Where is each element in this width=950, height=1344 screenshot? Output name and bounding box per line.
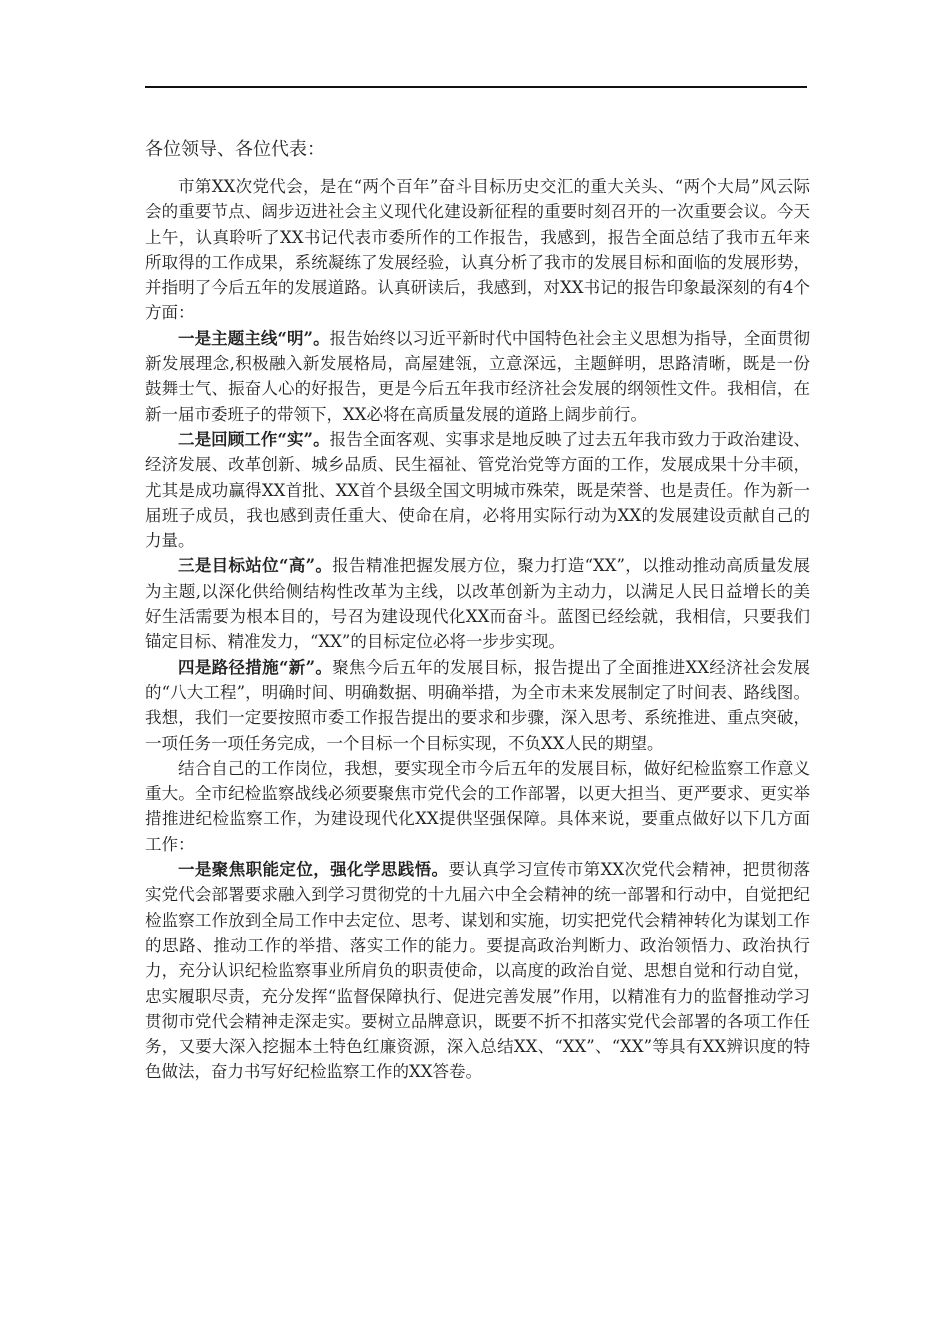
paragraph-transition: 结合自己的工作岗位，我想，要实现全市今后五年的发展目标，做好纪检监察工作意义重大。全市纪检监察战线必须要聚焦市党代会的工作部署，以更大担当、更严要求、更实举措推进纪检监察工作，为建设现代化XX提供坚强保障。具体来说，要重点做好以下几方面工作：: [145, 758, 810, 854]
salutation: 各位领导、各位代表：: [145, 139, 325, 160]
paragraph-intro: 市第XX次党代会，是在“两个百年”奋斗目标历史交汇的重大关头、“两个大局”风云际会的重要节点、阔步迈进社会主义现代化建设新征程的重要时刻召开的一次重要会议。今天上午，认真聆听了XX书记代表市委所作的工作报告，我感到，报告全面总结了我市五年来所取得的工作成果，系统凝练了发展经验，认真分析了我市的发展目标和面临的发展形势，并指明了今后五年的发展道路。认真研读后，我感到，对XX书记的报告印象最深刻的有4个方面：: [145, 177, 810, 323]
point-heading: 二是回顾工作“实”。: [178, 429, 330, 449]
paragraph-task-1: 一是聚焦职能定位，强化学思践悟。要认真学习宣传市第XX次党代会精神，把贯彻落实党代会部署要求融入到学习贯彻党的十九届六中全会精神的统一部署和行动中，自觉把纪检监察工作放到全局工作中去定位、思考、谋划和实施，切实把党代会精神转化为谋划工作的思路、推动工作的举措、落实工作的能力。要提高政治判断力、政治领悟力、政治执行力，充分认识纪检监察事业所肩负的职责使命，以高度的政治自觉、思想自觉和行动自觉，忠实履职尽责，充分发挥“监督保障执行、促进完善发展”作用，以精准有力的监督推动学习贯彻市党代会精神走深走实。要树立品牌意识，既要不折不扣落实党代会部署的各项工作任务，又要大深入挖掘本土特色红廉资源，深入总结XX、“XX”、“XX”等具有XX辨识度的特色做法，奋力书写好纪检监察工作的XX答卷。: [145, 860, 811, 1082]
paragraph-point-3: 三是目标站位“高”。报告精准把握发展方位，聚力打造“XX”，以推动推动高质量发展为主题,以深化供给侧结构性改革为主线，以改革创新为主动力，以满足人民日益增长的美好生活需要为根本目的，号召为建设现代化XX而奋斗。蓝图已经绘就，我相信，只要我们锚定目标、精准发力，“XX”的目标定位必将一步步实现。: [145, 556, 810, 652]
point-heading: 三是目标站位“高”。: [178, 556, 333, 576]
document-body: [145, 136, 810, 1085]
paragraph-point-2: 二是回顾工作“实”。报告全面客观、实事求是地反映了过去五年我市致力于政治建设、经济发展、改革创新、城乡品质、民生福祉、管党治党等方面的工作，发展成果十分丰硕，尤其是成功赢得XX首批、XX首个县级全国文明城市殊荣，既是荣誉、也是责任。作为新一届班子成员，我也感到责任重大、使命在肩，必将用实际行动为XX的发展建设贡献自己的力量。: [145, 429, 811, 551]
paragraph-point-4: 四是路径措施“新”。聚焦今后五年的发展目标，报告提出了全面推进XX经济社会发展的“八大工程”，明确时间、明确数据、明确举措，为全市未来发展制定了时间表、路线图。我想，我们一定要按照市委工作报告提出的要求和步骤，深入思考、系统推进、重点突破，一项任务一项任务完成，一个目标一个目标实现，不负XX人民的期望。: [145, 657, 810, 753]
task-heading: 一是聚焦职能定位，强化学思践悟。: [178, 860, 449, 880]
point-heading: 四是路径措施“新”。: [178, 657, 333, 677]
paragraph-point-1: 一是主题主线“明”。报告始终以习近平新时代中国特色社会主义思想为指导，全面贯彻新发展理念,积极融入新发展格局，高屋建瓴，立意深远，主题鲜明，思路清晰，既是一份鼓舞士气、振奋人心的好报告，更是今后五年我市经济社会发展的纲领性文件。我相信，在新一届市委班子的带领下，XX必将在高质量发展的道路上阔步前行。: [145, 328, 811, 424]
header-rule: [145, 86, 807, 88]
point-heading: 一是主题主线“明”。: [178, 328, 330, 348]
